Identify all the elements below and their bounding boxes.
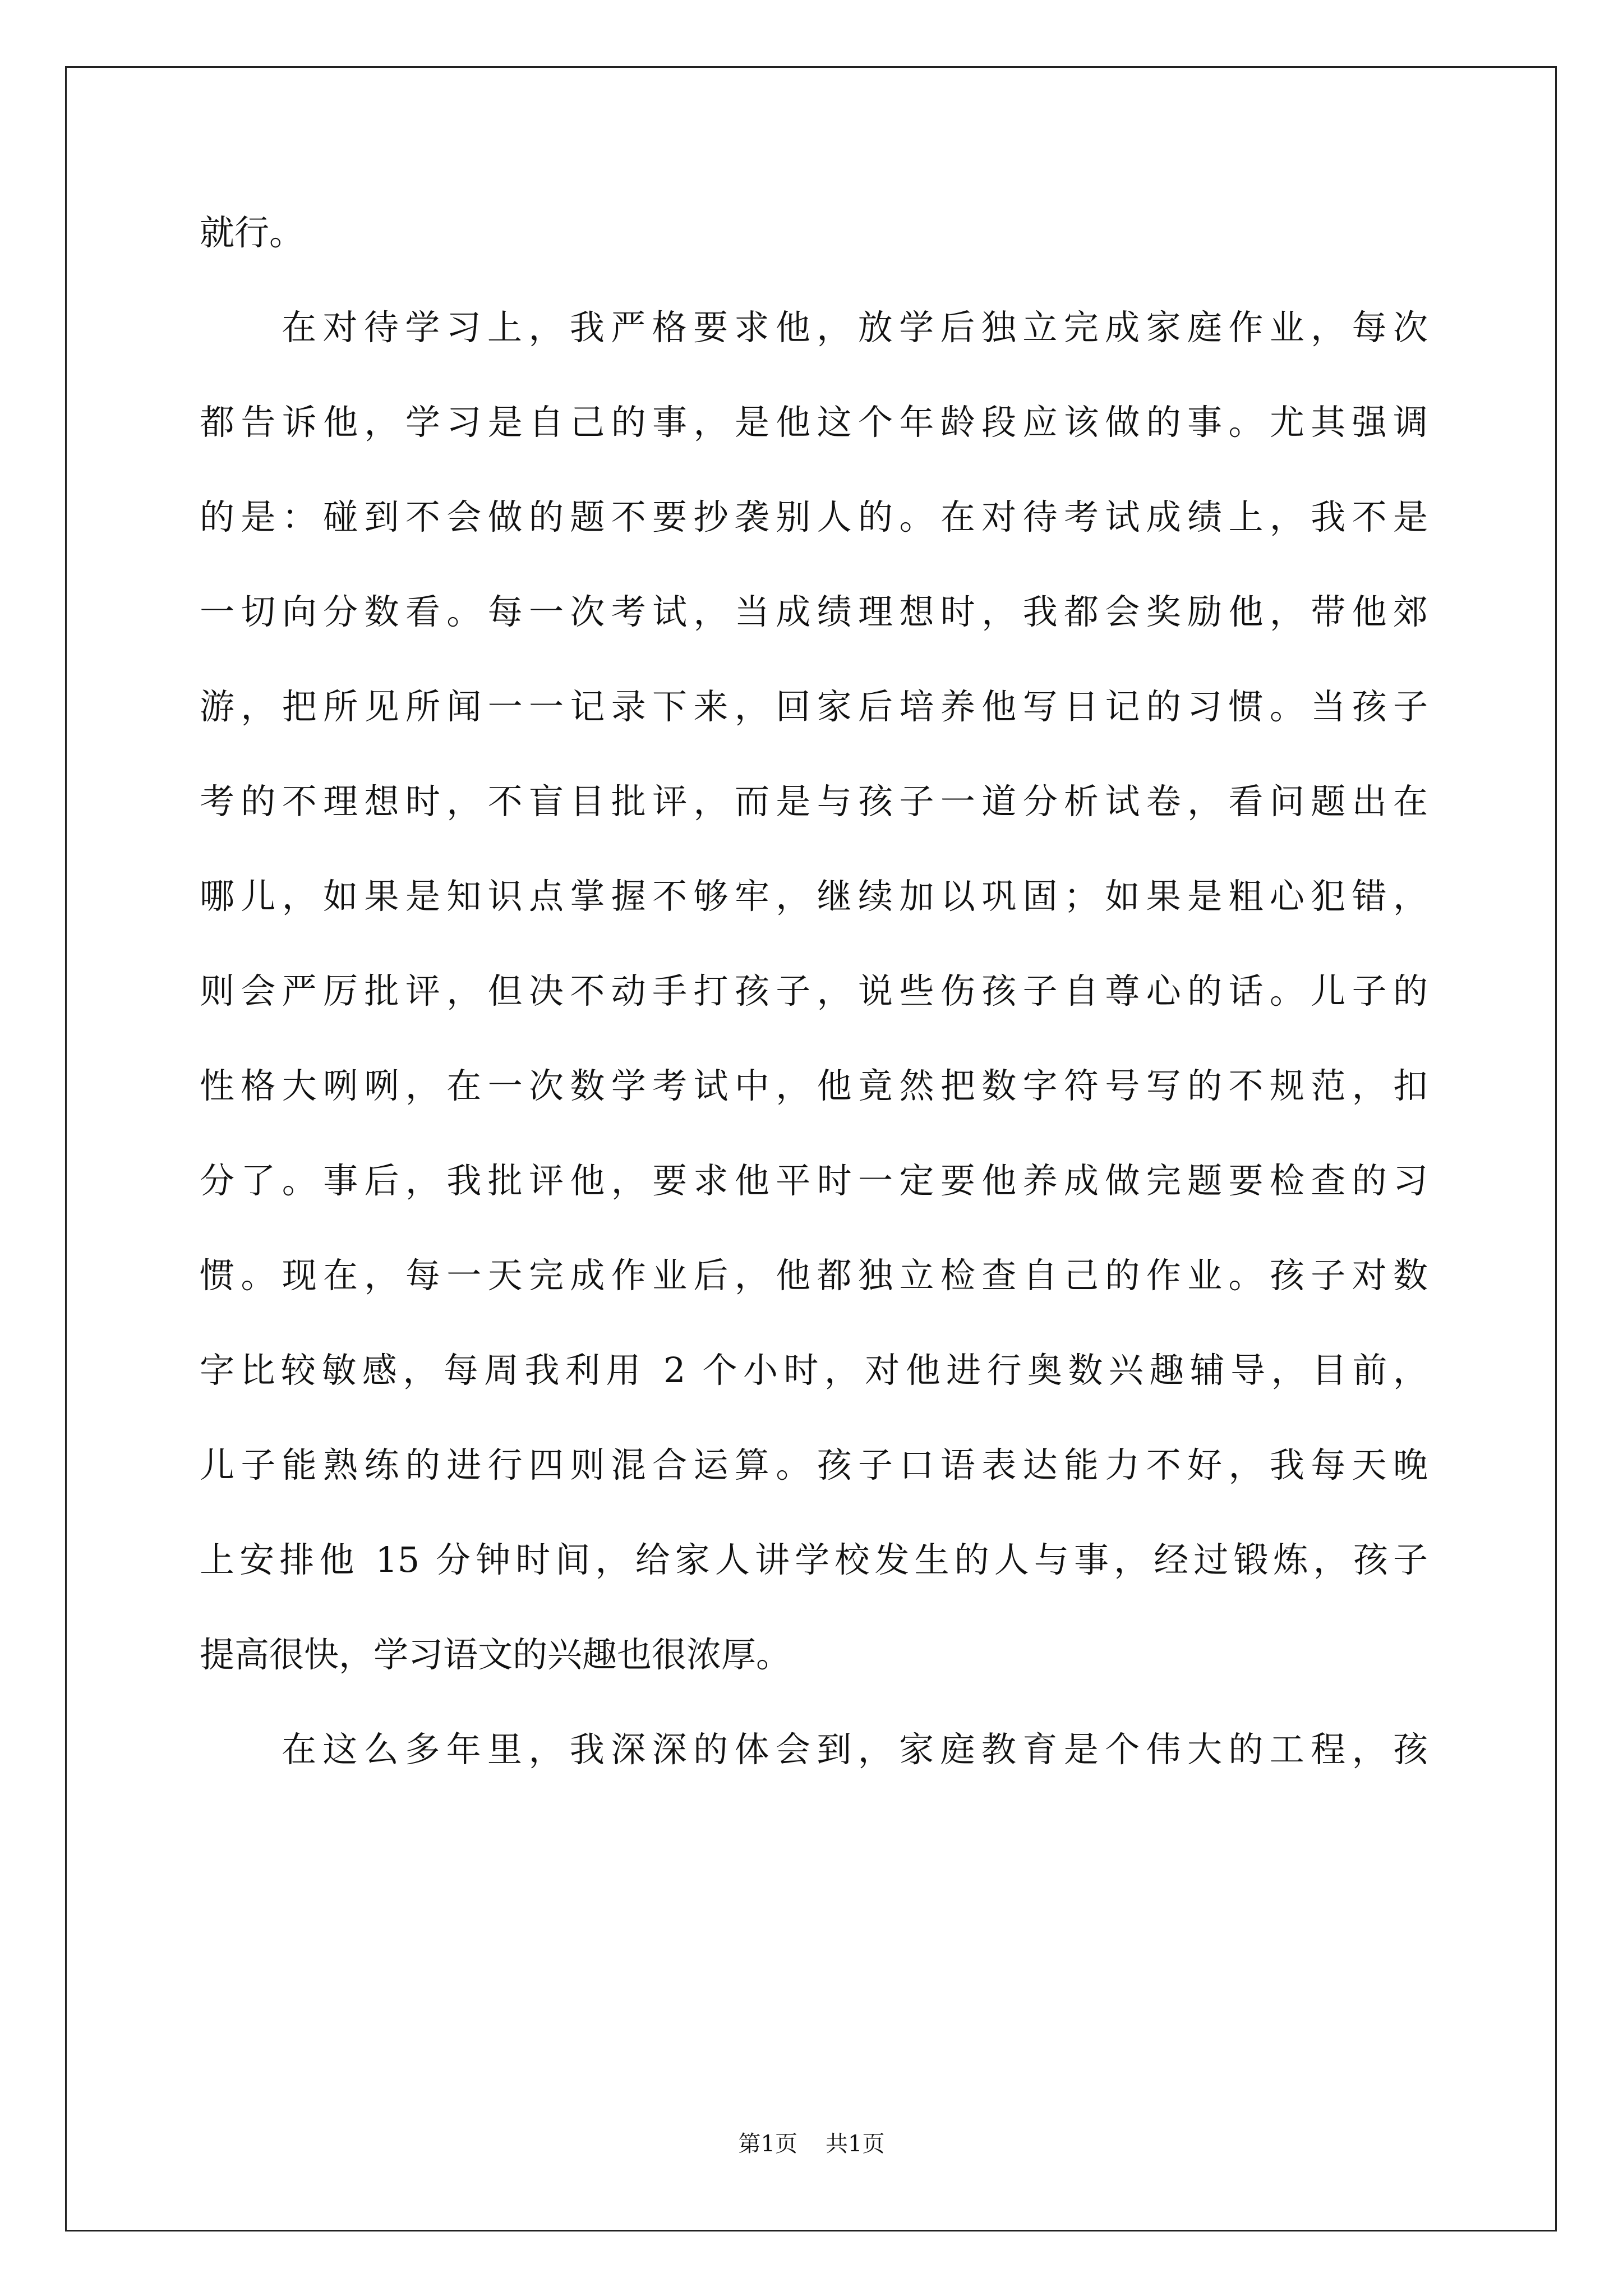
- text-line: 就行。: [200, 212, 305, 253]
- text-line: 考的不理想时，不盲目批评，而是与孩子一道分析试卷，看问题出在: [200, 781, 1428, 822]
- text-line: 的是：碰到不会做的题不要抄袭别人的。在对待考试成绩上，我不是: [200, 496, 1428, 537]
- text-line: 一切向分数看。每一次考试，当成绩理想时，我都会奖励他，带他郊: [200, 591, 1428, 632]
- text-line: 在对待学习上，我严格要求他，放学后独立完成家庭作业，每次: [282, 307, 1428, 348]
- text-line: 上安排他 15 分钟时间，给家人讲学校发生的人与事，经过锻炼，孩子: [200, 1539, 1428, 1580]
- page-total: 共1页: [826, 2131, 885, 2157]
- text-line: 游，把所见所闻一一记录下来，回家后培养他写日记的习惯。当孩子: [200, 686, 1428, 727]
- page-number: 第1页: [738, 2131, 797, 2157]
- text-line: 在这么多年里，我深深的体会到，家庭教育是个伟大的工程，孩: [282, 1729, 1428, 1770]
- page-footer: [0, 2126, 1623, 2158]
- document-body: [200, 185, 1428, 1797]
- text-line: 则会严厉批评，但决不动手打孩子，说些伤孩子自尊心的话。儿子的: [200, 970, 1428, 1011]
- text-line: 提高很快，学习语文的兴趣也很浓厚。: [200, 1634, 791, 1675]
- text-line: 哪儿，如果是知识点掌握不够牢，继续加以巩固；如果是粗心犯错，: [200, 876, 1428, 917]
- text-line: 分了。事后，我批评他，要求他平时一定要他养成做完题要检查的习: [200, 1160, 1428, 1201]
- text-line: 儿子能熟练的进行四则混合运算。孩子口语表达能力不好，我每天晚: [200, 1444, 1428, 1485]
- text-line: 都告诉他，学习是自己的事，是他这个年龄段应该做的事。尤其强调: [200, 402, 1428, 443]
- text-line: 性格大咧咧，在一次数学考试中，他竟然把数字符号写的不规范，扣: [200, 1065, 1428, 1106]
- text-line: 字比较敏感，每周我利用 2 个小时，对他进行奥数兴趣辅导，目前，: [200, 1350, 1428, 1391]
- text-line: 惯。现在，每一天完成作业后，他都独立检查自己的作业。孩子对数: [200, 1255, 1428, 1296]
